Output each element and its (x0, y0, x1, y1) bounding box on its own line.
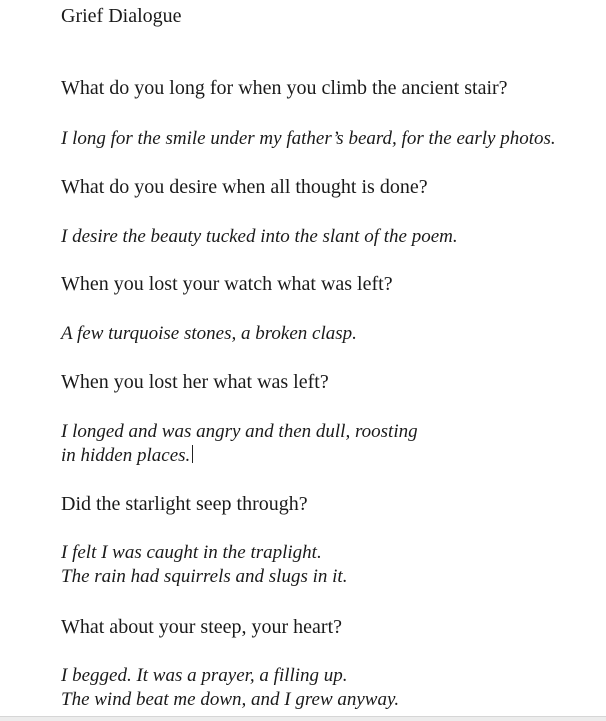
question-5: Did the starlight seep through? (61, 493, 308, 515)
answer-4 (61, 420, 418, 468)
answer-4-line-2[interactable] (61, 444, 418, 468)
answer-5-line-2: The rain had squirrels and slugs in it. (61, 566, 348, 587)
question-4: When you lost her what was left? (61, 371, 329, 393)
answer-6-line-1: I begged. It was a prayer, a filling up. (61, 665, 348, 686)
answer-5 (61, 541, 347, 589)
answer-1: I long for the smile under my father’s beard, for the early photos. (61, 128, 556, 149)
page-bottom-edge (0, 716, 606, 721)
question-6: What about your steep, your heart? (61, 616, 343, 638)
answer-4-line-1: I longed and was angry and then dull, roosting (61, 421, 418, 442)
answer-6 (61, 664, 399, 712)
answer-2: I desire the beauty tucked into the slant of the poem. (61, 226, 458, 247)
answer-5-line-1: I felt I was caught in the traplight. (61, 542, 322, 563)
text-cursor (192, 445, 193, 463)
poem-title: Grief Dialogue (61, 5, 182, 27)
answer-6-line-2: The wind beat me down, and I grew anyway. (61, 689, 400, 710)
question-1: What do you long for when you climb the ancient stair? (61, 77, 508, 99)
answer-3: A few turquoise stones, a broken clasp. (61, 323, 357, 344)
question-3: When you lost your watch what was left? (61, 273, 393, 295)
answer-4-line-2-text: in hidden places. (61, 445, 191, 466)
question-2: What do you desire when all thought is done? (61, 176, 428, 198)
